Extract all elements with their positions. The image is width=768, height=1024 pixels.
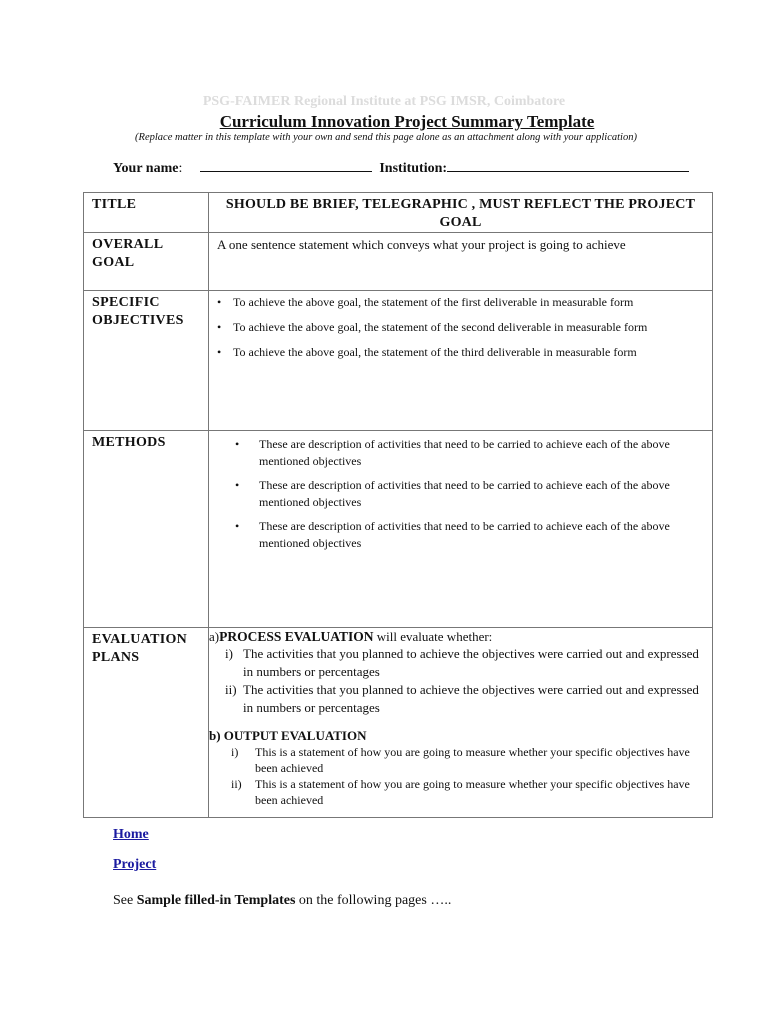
process-evaluation-rest: will evaluate whether: xyxy=(373,629,493,644)
instruction-note: (Replace matter in this template with your own and send this page alone as an attachment along with your application) xyxy=(135,132,637,143)
output-evaluation-heading xyxy=(209,727,712,744)
item-text: This is a statement of how you are going to measure whether your specific objectives have been achieved xyxy=(255,745,690,775)
page-title: Curriculum Innovation Project Summary Template xyxy=(219,112,595,131)
list-item xyxy=(209,776,712,808)
item-number: i) xyxy=(225,646,233,661)
institution-field[interactable] xyxy=(447,159,689,172)
project-link[interactable]: Project xyxy=(113,857,157,872)
footer-bold: Sample filled-in Templates xyxy=(136,893,296,908)
institute-heading: PSG-FAIMER Regional Institute at PSG IMSR, Coimbatore xyxy=(202,94,566,109)
table-row-title xyxy=(84,193,713,233)
item-text: The activities that you planned to achieve the objectives were carried out and expressed in numbers or percentages xyxy=(243,646,699,679)
methods-cell xyxy=(209,431,713,628)
evaluation-cell xyxy=(209,628,713,818)
list-item: • These are description of activities that need to be carried to achieve each of the above mentioned objectives xyxy=(235,436,708,470)
table-row-evaluation xyxy=(84,628,713,818)
footer-suffix: on the following pages ….. xyxy=(295,893,452,908)
evaluation-label: EVALUATION PLANS xyxy=(84,628,209,818)
footer-note xyxy=(113,893,451,909)
summary-table xyxy=(83,192,713,818)
item-text: The activities that you planned to achieve the objectives were carried out and expressed in numbers or percentages xyxy=(243,682,699,715)
evaluation-content xyxy=(209,628,712,808)
process-evaluation-title: PROCESS EVALUATION xyxy=(219,629,374,644)
table-row-methods xyxy=(84,431,713,628)
list-item: • These are description of activities that need to be carried to achieve each of the above mentioned objectives xyxy=(235,518,708,552)
objectives-label: SPECIFIC OBJECTIVES xyxy=(84,291,209,431)
objectives-list xyxy=(209,291,712,360)
list-item xyxy=(209,645,712,681)
title-label: TITLE xyxy=(84,193,209,233)
output-evaluation-title: b) OUTPUT EVALUATION xyxy=(209,728,367,743)
footer-prefix: See xyxy=(113,893,137,908)
list-item xyxy=(209,744,712,776)
goal-cell xyxy=(209,233,713,291)
process-prefix: a) xyxy=(209,629,220,644)
methods-label: METHODS xyxy=(84,431,209,628)
spacer xyxy=(209,717,712,727)
name-institution-row xyxy=(113,159,689,177)
list-item xyxy=(209,681,712,717)
goal-label: OVERALL GOAL xyxy=(84,233,209,291)
list-item: • To achieve the above goal, the statement of the third deliverable in measurable form xyxy=(215,345,708,360)
list-item: • These are description of activities that need to be carried to achieve each of the above mentioned objectives xyxy=(235,477,708,511)
process-evaluation-heading xyxy=(209,628,712,645)
objectives-cell xyxy=(209,291,713,431)
goal-text: A one sentence statement which conveys what your project is going to achieve xyxy=(217,237,626,252)
item-number: ii) xyxy=(231,777,242,791)
item-number: ii) xyxy=(225,682,237,697)
list-item: • To achieve the above goal, the statement of the first deliverable in measurable form xyxy=(215,295,708,310)
item-text: This is a statement of how you are going to measure whether your specific objectives have been achieved xyxy=(255,777,690,807)
name-field[interactable] xyxy=(200,159,372,172)
name-label: Your name xyxy=(113,161,179,176)
title-cell xyxy=(209,193,713,233)
list-item: • To achieve the above goal, the statement of the second deliverable in measurable form xyxy=(215,320,708,335)
title-text: SHOULD BE BRIEF, TELEGRAPHIC , MUST REFLECT THE PROJECT GOAL xyxy=(225,197,696,230)
methods-list xyxy=(209,431,712,552)
table-row-goal xyxy=(84,233,713,291)
home-link[interactable]: Home xyxy=(113,827,149,842)
table-row-objectives xyxy=(84,291,713,431)
item-number: i) xyxy=(231,745,239,759)
name-colon: : xyxy=(178,161,183,176)
institution-label: Institution: xyxy=(379,161,448,176)
